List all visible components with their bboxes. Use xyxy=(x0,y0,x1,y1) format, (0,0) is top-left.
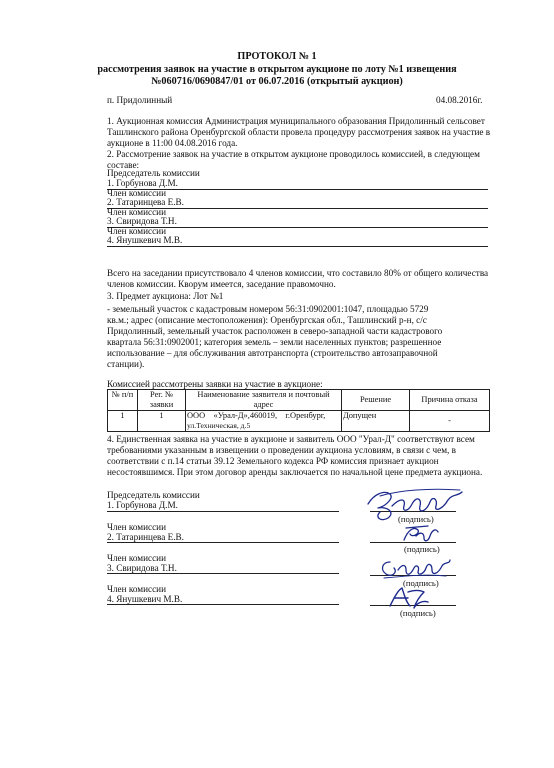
handwritten-signature-icon xyxy=(360,484,470,524)
item1-line3: аукционе в 11:00 04.08.2016 года. xyxy=(107,138,238,148)
signature-name: 1. Горбунова Д.М. xyxy=(107,500,178,510)
lot-line: - земельный участок с кадастровым номером 56:31:0902001:1047, площадью 5729 xyxy=(107,304,429,314)
commission-name: 1. Горбунова Д.М. xyxy=(107,178,178,188)
signature-role: Член комиссии xyxy=(107,584,166,594)
item4-line1: 4. Единственная заявка на участие в аукционе и заявитель ООО "Урал-Д" соответствуют всем xyxy=(107,434,475,444)
divider xyxy=(107,246,488,247)
commission-role: Председатель комиссии xyxy=(107,168,200,178)
commission-role: Член комиссии xyxy=(107,188,166,198)
protocol-title: ПРОТОКОЛ № 1 xyxy=(237,51,317,62)
date: 04.08.2016г. xyxy=(436,95,483,105)
cell-reg: 1 xyxy=(138,411,186,432)
signature-line xyxy=(107,604,339,605)
applications-table xyxy=(107,389,490,432)
signature-role: Председатель комиссии xyxy=(107,490,200,500)
cell-num: 1 xyxy=(108,411,138,432)
lot-heading: 3. Предмет аукциона: Лот №1 xyxy=(107,291,224,301)
table-row xyxy=(108,411,490,432)
table-caption: Комиссией рассмотрены заявки на участие в аукционе: xyxy=(107,379,323,389)
signature-label: (подпись) xyxy=(403,578,439,588)
signature-label: (подпись) xyxy=(404,544,440,554)
col-header-applicant: Наименование заявителя и почтовый адрес xyxy=(186,390,342,411)
handwritten-signature-icon xyxy=(376,554,458,582)
signature-name: 4. Янушкевич М.В. xyxy=(107,594,183,604)
commission-role: Член комиссии xyxy=(107,207,166,217)
item1-line2: Ташлинского района Оренбургской области провела процедуру рассмотрения заявок на участие в xyxy=(107,127,491,137)
commission-name: 2. Татаринцева Е.В. xyxy=(107,197,184,207)
col-header-reg: Рег. № заявки xyxy=(138,390,186,411)
handwritten-signature-icon xyxy=(398,522,442,548)
lot-line: станции). xyxy=(107,359,145,369)
place: п. Придолинный xyxy=(107,95,173,105)
applicant-line2: ул.Техническая, д.5 xyxy=(187,421,251,430)
protocol-subtitle-line2: №060716/0690847/01 от 06.07.2016 (открытый аукцион) xyxy=(151,76,403,87)
signature-line xyxy=(107,573,339,574)
item4-line2: требованиями указанным в извещении о проведении аукциона условиям, в связи с чем, в xyxy=(107,445,456,455)
commission-name: 3. Свиридова Т.Н. xyxy=(107,216,177,226)
signature-line xyxy=(107,511,339,512)
lot-line: кв.м.; адрес (описание местоположения): Оренбургская обл., Ташлинский р-н, с/с xyxy=(107,315,427,325)
item2-line1: 2. Рассмотрение заявок на участие в открытом аукционе проводилось комиссией, в следующем xyxy=(107,149,480,159)
lot-line: использование – для обслуживания автотранспорта (строительство автозаправочной xyxy=(107,348,438,358)
item2-line2: составе: xyxy=(107,160,140,170)
item4-line3: соответствии с п.14 статьи 39.12 Земельного кодекса РФ комиссия признает аукцион xyxy=(107,456,439,466)
signature-line xyxy=(107,542,339,543)
cell-decision: Допущен xyxy=(342,411,410,432)
lot-line: квартала 56:31:0902001; категория земель – земли населенных пунктов; разрешенное xyxy=(107,337,442,347)
item4-line4: несостоявшимся. При этом договор аренды заключается по начальной цене предмета аукциона. xyxy=(107,467,483,477)
signature-label: (подпись) xyxy=(400,608,436,618)
signature-role: Член комиссии xyxy=(107,553,166,563)
signature-name: 3. Свиридова Т.Н. xyxy=(107,563,177,573)
col-header-reason: Причина отказа xyxy=(410,390,490,411)
table-header-row xyxy=(108,390,490,411)
protocol-subtitle-line1: рассмотрения заявок на участие в открытом аукционе по лоту №1 извещения xyxy=(97,64,457,75)
commission-role: Член комиссии xyxy=(107,226,166,236)
attendance-line2: членов комиссии. Кворум имеется, заседание правомочно. xyxy=(107,279,336,289)
commission-name: 4. Янушкевич М.В. xyxy=(107,235,183,245)
signature-label: (подпись) xyxy=(398,514,434,524)
lot-line: Придолинный, земельный участок расположен в северо-западной части кадастрового xyxy=(107,326,443,336)
col-header-decision: Решение xyxy=(342,390,410,411)
signature-name: 2. Татаринцева Е.В. xyxy=(107,532,184,542)
col-header-num: № п/п xyxy=(108,390,138,411)
applicant-line1: ООО «Урал-Д»,460019, г.Оренбург, xyxy=(187,411,326,420)
handwritten-signature-icon xyxy=(384,584,432,612)
attendance-line1: Всего на заседании присутствовало 4 членов комиссии, что составило 80% от общего количества xyxy=(107,268,489,278)
cell-reason: - xyxy=(410,411,490,432)
cell-applicant xyxy=(186,411,342,432)
item1-line1: 1. Аукционная комиссия Администрация муниципального образования Придолинный сельсовет xyxy=(107,116,485,126)
signature-role: Член комиссии xyxy=(107,522,166,532)
